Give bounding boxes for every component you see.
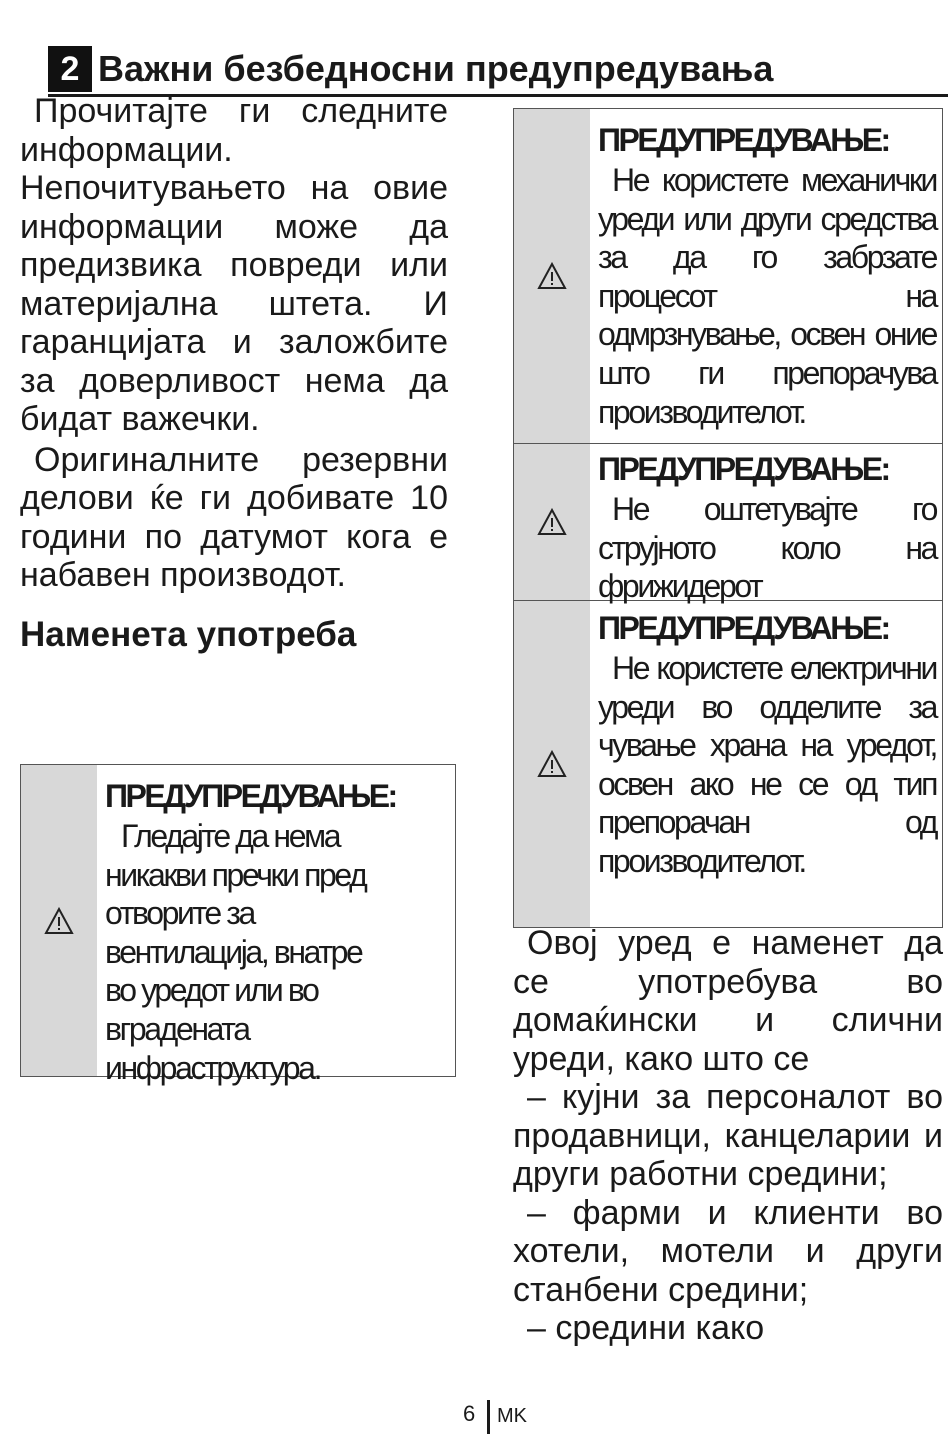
warning-title: ПРЕДУПРЕДУВАЊЕ:	[598, 122, 889, 158]
warning-title: ПРЕДУПРЕДУВАЊЕ:	[598, 451, 889, 487]
warning-icon-cell	[514, 444, 590, 600]
right-column	[513, 108, 943, 1348]
section-number: 2	[48, 46, 92, 92]
intro-paragraph: Прочитајте ги следните информации. Непочитувањето на овие информации може да предизвика повреди или материјална штета. И гаранцијата и заложбите за доверливост нема да бидат важечки.	[20, 92, 448, 438]
page-footer	[0, 1400, 950, 1434]
warning-title: ПРЕДУПРЕДУВАЊЕ:	[598, 610, 889, 646]
section-header	[48, 46, 948, 97]
warning-box-defrost	[513, 108, 943, 444]
warning-box-ventilation	[20, 764, 456, 1086]
warning-icon-cell	[514, 601, 590, 927]
warning-title: ПРЕДУПРЕДУВАЊЕ:	[105, 778, 396, 814]
warning-text: Не оштетувајте го струјното коло на фрижидерот	[598, 491, 936, 605]
warning-text: Не користете електрични уреди во одделите за чување храна на уредот, освен ако не се од тип препорачан од производителот.	[598, 650, 936, 879]
warning-content	[590, 444, 942, 605]
warning-triangle-icon	[44, 907, 74, 935]
spare-parts-paragraph: Оригиналните резервни делови ќе ги добивате 10 години по датумот кога е набавен производот.	[20, 440, 448, 594]
section-title: Важни безбедносни предупредувања	[98, 48, 774, 89]
language-code: MK	[497, 1405, 527, 1427]
warning-triangle-icon	[537, 262, 567, 290]
warning-icon-cell	[21, 765, 97, 1076]
warning-content	[97, 765, 455, 1086]
list-item: – фарми и клиенти во хотели, мотели и други станбени средини;	[513, 1193, 943, 1309]
list-item: – кујни за персоналот во продавници, канцеларии и други работни средини;	[513, 1078, 943, 1193]
warning-content	[590, 601, 942, 927]
warning-text: Гледајте да нема никакви пречки пред отворите за вентилација, внатре во уредот или во вградената инфраструктура.	[105, 818, 366, 1086]
warning-text: Не користете механички уреди или други средства за да го забрзате процесот на одмрзнување, освен оние што ги препорачува производителот.	[598, 162, 936, 430]
warning-content	[590, 109, 942, 443]
warning-icon-cell	[514, 109, 590, 443]
warning-box-electrical	[513, 601, 943, 928]
intended-use-paragraph: Овој уред е наменет да се употребува во домаќински и слични уреди, како што се	[513, 924, 943, 1078]
list-item: – средини како	[527, 1309, 765, 1347]
intended-use-heading: Наменета употреба	[20, 614, 357, 654]
warning-triangle-icon	[537, 750, 567, 778]
footer-divider	[487, 1400, 490, 1434]
page-number: 6	[463, 1401, 476, 1426]
left-column	[20, 92, 448, 657]
warning-triangle-icon	[537, 508, 567, 536]
warning-box-circuit	[513, 444, 943, 605]
